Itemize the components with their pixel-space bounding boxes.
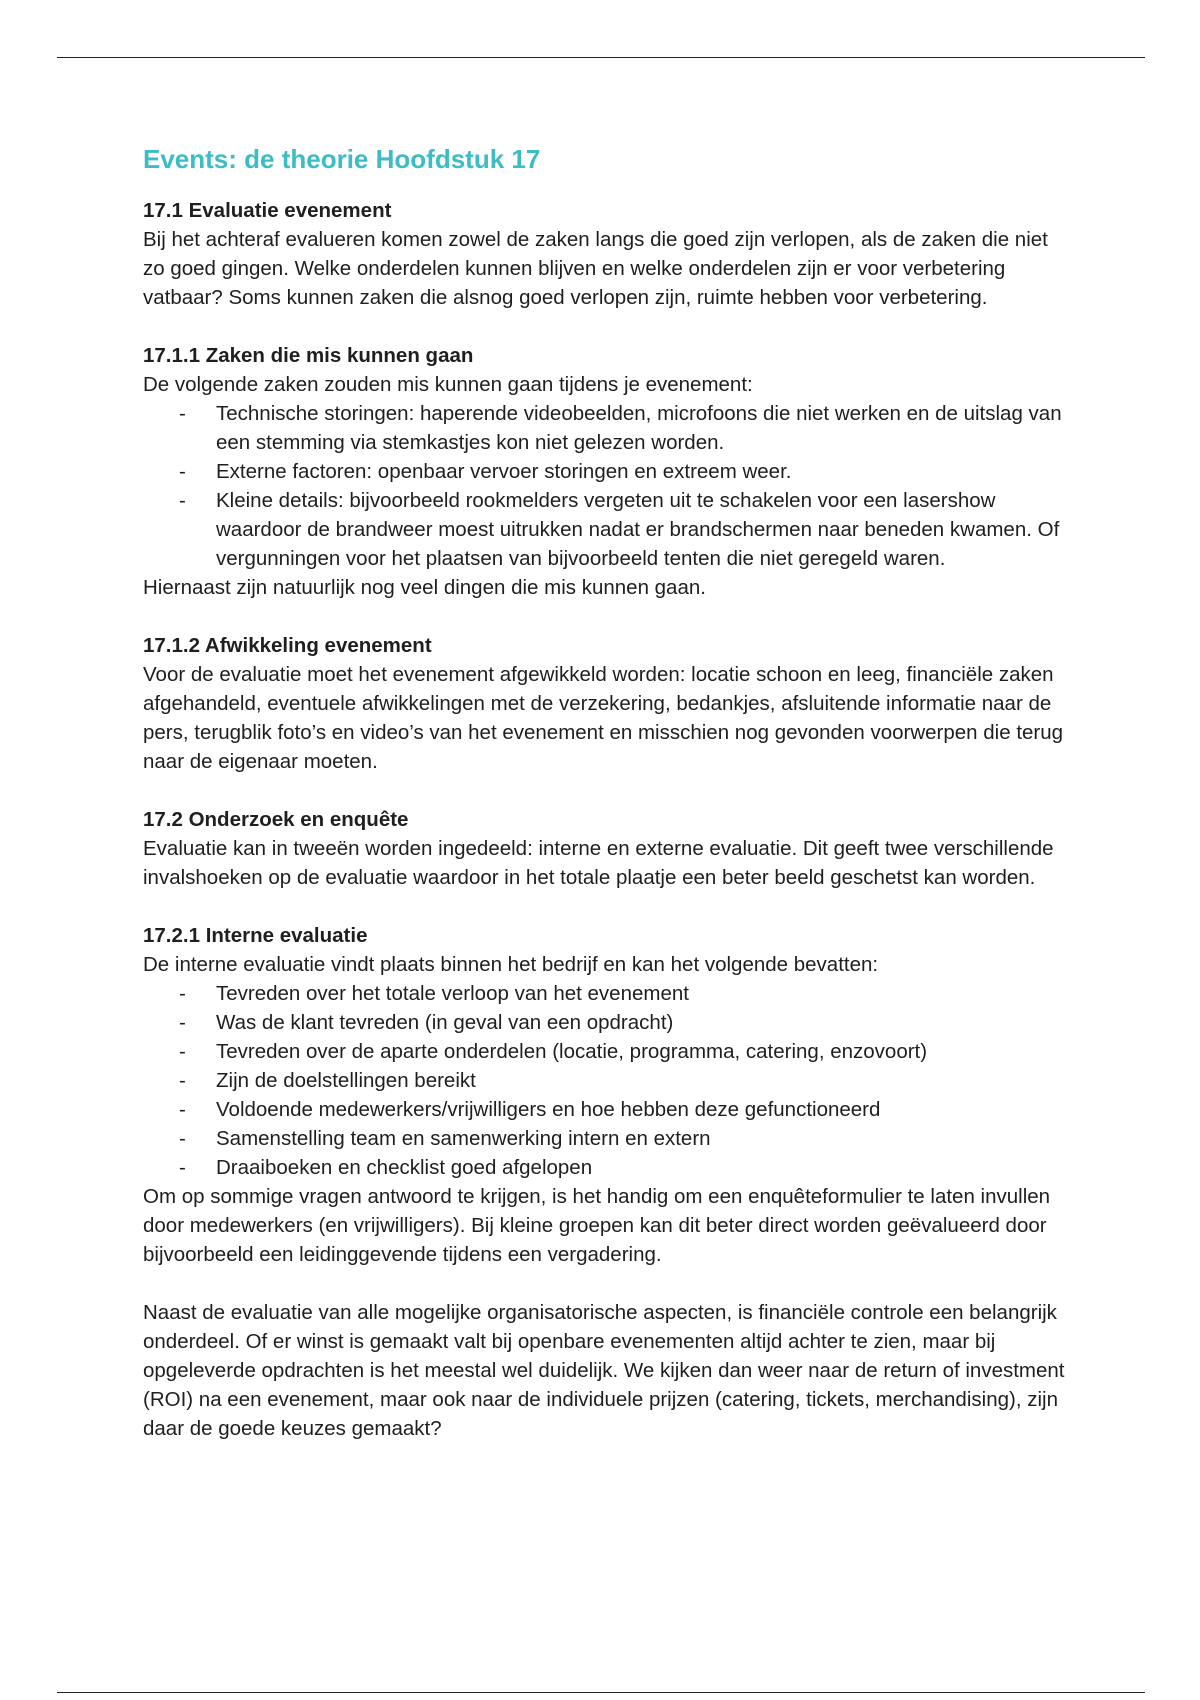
section-outro-17-2-1: Om op sommige vragen antwoord te krijgen, is het handig om een enquêteformulier te laten invullen door medewerkers (en vrijwilligers). Bij kleine groepen kan dit beter direct worden geëvalueerd door bijvoorbeeld een leidinggevende tijdens een vergadering.: [143, 1185, 1051, 1266]
section-text2-17-2-1: Naast de evaluatie van alle mogelijke organisatorische aspecten, is financiële controle een belangrijk onderdeel. Of er winst is gemaakt valt bij openbare evenementen altijd achter te zien, maar bij opgeleverde opdrachten is het meestal wel duidelijk. We kijken dan weer naar de return of investment (ROI) na een evenement, maar ook naar de individuele prijzen (catering, tickets, merchandising), zijn daar de goede keuzes gemaakt?: [143, 1301, 1065, 1440]
section-heading-17-2-1: 17.2.1 Interne evaluatie: [143, 924, 368, 947]
section-text-17-1-2: Voor de evaluatie moet het evenement afgewikkeld worden: locatie schoon en leeg, financiële zaken afgehandeld, eventuele afwikkelingen met de verzekering, bedankjes, afsluitende informatie naar de pers, terugblik foto’s en video’s van het evenement en misschien nog gevonden voorwerpen die terug naar de eigenaar moeten.: [143, 663, 1064, 773]
section-heading-17-2: 17.2 Onderzoek en enquête: [143, 808, 409, 831]
list-item: - Technische storingen: haperende videobeelden, microfoons die niet werken en de uitslag van een stemming via stemkastjes kon niet gelezen worden.: [143, 399, 1073, 457]
document-body: [143, 140, 1073, 1443]
list-item: - Externe factoren: openbaar vervoer storingen en extreem weer.: [143, 457, 1073, 486]
list-17-1-1: [143, 399, 1073, 573]
dash-bullet: -: [179, 1098, 186, 1121]
list-item: - Voldoende medewerkers/vrijwilligers en hoe hebben deze gefunctioneerd: [143, 1095, 1073, 1124]
dash-bullet: -: [179, 1011, 186, 1034]
section-heading-17-1: 17.1 Evaluatie evenement: [143, 199, 392, 222]
top-rule: [57, 57, 1145, 58]
dash-bullet: -: [179, 1040, 186, 1063]
section-intro-17-1-1: De volgende zaken zouden mis kunnen gaan tijdens je evenement:: [143, 373, 753, 396]
list-item: - Draaiboeken en checklist goed afgelopen: [143, 1153, 1073, 1182]
bottom-rule: [57, 1692, 1145, 1693]
list-item: - Was de klant tevreden (in geval van een opdracht): [143, 1008, 1073, 1037]
section-heading-17-1-2: 17.1.2 Afwikkeling evenement: [143, 634, 432, 657]
section-text-17-1: Bij het achteraf evalueren komen zowel de zaken langs die goed zijn verlopen, als de zaken die niet zo goed gingen. Welke onderdelen kunnen blijven en welke onderdelen zijn er voor verbetering vatbaar? Soms kunnen zaken die alsnog goed verlopen zijn, ruimte hebben voor verbetering.: [143, 228, 1048, 309]
list-item: - Kleine details: bijvoorbeeld rookmelders vergeten uit te schakelen voor een lasershow waardoor de brandweer moest uitrukken nadat er brandschermen naar beneden kwamen. Of vergunningen voor het plaatsen van bijvoorbeeld tenten die niet geregeld waren.: [143, 486, 1073, 573]
list-item: - Samenstelling team en samenwerking intern en extern: [143, 1124, 1073, 1153]
dash-bullet: -: [179, 1127, 186, 1150]
dash-bullet: -: [179, 982, 186, 1005]
document-title: Events: de theorie Hoofdstuk 17: [143, 144, 541, 174]
section-outro-17-1-1: Hiernaast zijn natuurlijk nog veel dingen die mis kunnen gaan.: [143, 576, 706, 599]
section-text-17-2: Evaluatie kan in tweeën worden ingedeeld: interne en externe evaluatie. Dit geeft twee verschillende invalshoeken op de evaluatie waardoor in het totale plaatje een beter beeld geschetst kan worden.: [143, 837, 1054, 889]
dash-bullet: -: [179, 402, 186, 425]
list-item: - Tevreden over het totale verloop van het evenement: [143, 979, 1073, 1008]
list-17-2-1: [143, 979, 1073, 1182]
list-item: - Tevreden over de aparte onderdelen (locatie, programma, catering, enzovoort): [143, 1037, 1073, 1066]
dash-bullet: -: [179, 489, 186, 512]
dash-bullet: -: [179, 460, 186, 483]
section-heading-17-1-1: 17.1.1 Zaken die mis kunnen gaan: [143, 344, 474, 367]
section-intro-17-2-1: De interne evaluatie vindt plaats binnen het bedrijf en kan het volgende bevatten:: [143, 953, 879, 976]
dash-bullet: -: [179, 1069, 186, 1092]
list-item: - Zijn de doelstellingen bereikt: [143, 1066, 1073, 1095]
dash-bullet: -: [179, 1156, 186, 1179]
